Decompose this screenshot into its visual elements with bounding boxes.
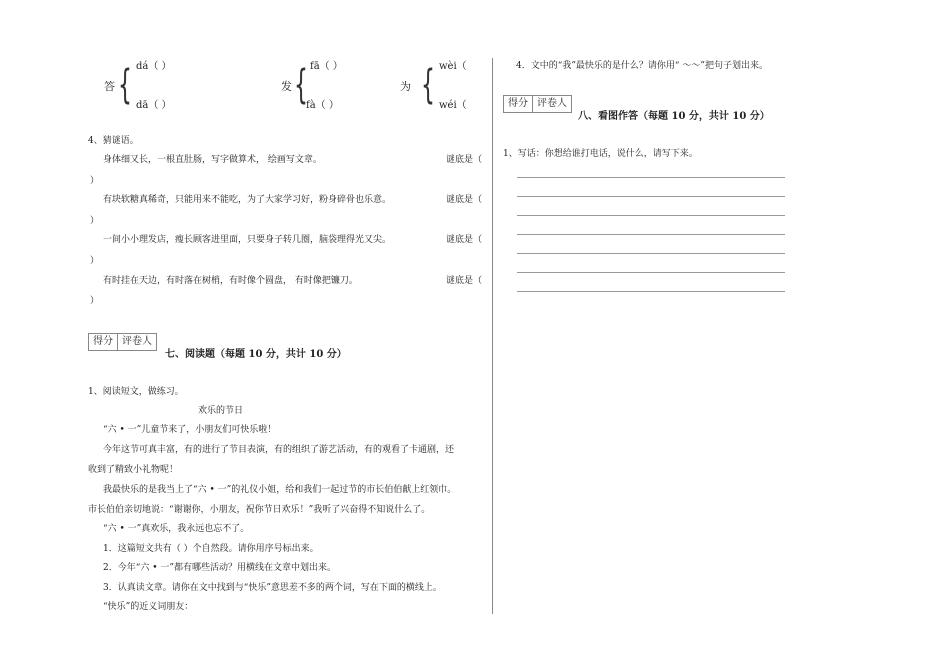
question-4: 4．文中的“我”最快乐的是什么？请你用“ ～～”把句子划出来。 [516,61,768,71]
section-7-title: 七、阅读题（每题 10 分，共计 10 分） [165,349,347,360]
grader-label: 评卷人 [117,334,156,350]
answer-line[interactable] [517,272,785,273]
polyphone-char-da: 答 [104,80,115,93]
riddle-4-close: ） [90,296,100,306]
reading-line: 今年这节可真丰富，有的进行了节目表演，有的组织了游艺活动，有的观看了卡通剧，还 [103,445,455,455]
riddle-1-answer: 谜底是（ [446,155,483,165]
riddle-1-text: 身体细又长，一根直肚肠，写字做算术， 绘画写文章。 [103,155,322,165]
riddle-4-answer: 谜底是（ [446,276,483,286]
riddle-3-answer: 谜底是（ [446,235,483,245]
reading-question: 2．今年“六 • 一”都有哪些活动？用横线在文章中划出来。 [103,563,336,573]
riddle-3-text: 一间小小理发店，瘦长顾客进里面，只要身子转几圈，脑袋理得光又尖。 [103,235,392,245]
score-label: 得分 [508,98,528,109]
riddle-1-close: ） [90,176,100,186]
answer-line[interactable] [517,291,785,292]
polyphone-char-wei: 为 [400,80,411,93]
score-label: 得分 [93,336,113,347]
riddle-3-close: ） [90,256,100,266]
answer-line[interactable] [517,234,785,235]
polyphone-pinyin-fa-1: fā（ ） [310,61,343,72]
score-box [88,333,157,351]
brace-icon: { [421,62,435,108]
polyphone-pinyin-da-2: dā（ ） [136,100,172,111]
reading-question: 1．这篇短文共有（ ）个自然段。请你用序号标出来。 [103,544,319,554]
answer-line[interactable] [517,196,785,197]
polyphone-pinyin-fa-2: fà（ ） [306,100,339,111]
reading-intro: 1、阅读短文，做练习。 [88,387,184,397]
reading-line: 我最快乐的是我当上了“六 • 一”的礼仪小姐，给和我们一起过节的市长伯伯献上红领巾。 [103,485,457,495]
riddle-2-answer: 谜底是（ [446,195,483,205]
reading-line: 市长伯伯亲切地说：“谢谢你，小朋友，祝你节日欢乐！”我听了兴奋得不知说什么了。 [88,505,431,515]
answer-line[interactable] [517,177,785,178]
reading-line: 收到了精致小礼物呢！ [88,465,179,475]
polyphone-pinyin-wei-2: wéi（ [439,100,467,111]
reading-question: “快乐”的近义词朋友： [103,602,194,612]
score-box [503,95,572,113]
riddle-2-text: 有块软糖真稀奇，只能用来不能吃，为了大家学习好，粉身碎骨也乐意。 [103,195,392,205]
reading-line: “六 • 一”真欢乐，我永远也忘不了。 [103,524,250,534]
riddle-4-text: 有时挂在天边，有时落在树梢，有时像个圆盘， 有时像把镰刀。 [103,276,358,286]
grader-label: 评卷人 [532,96,571,112]
answer-line[interactable] [517,215,785,216]
reading-question: 3．认真读文章。请你在文中找到与“快乐”意思差不多的两个词，写在下面的横线上。 [103,583,442,593]
column-divider [492,58,493,614]
polyphone-char-fa: 发 [281,80,292,93]
answer-line[interactable] [517,253,785,254]
polyphone-pinyin-da-1: dá（ ） [136,61,172,72]
reading-title: 欢乐的节日 [198,406,244,416]
riddle-heading: 4、猜谜语。 [88,136,139,146]
riddle-2-close: ） [90,216,100,226]
brace-icon: { [118,62,132,108]
reading-line: “六 • 一”儿童节来了，小朋友们可快乐啦！ [103,425,277,435]
section-8-title: 八、看图作答（每题 10 分，共计 10 分） [578,111,770,122]
polyphone-pinyin-wei-1: wèi（ [439,61,467,72]
brace-icon: { [294,62,308,108]
writing-question: 1、写话：你想给谁打电话，说什么，请写下来。 [503,149,698,159]
